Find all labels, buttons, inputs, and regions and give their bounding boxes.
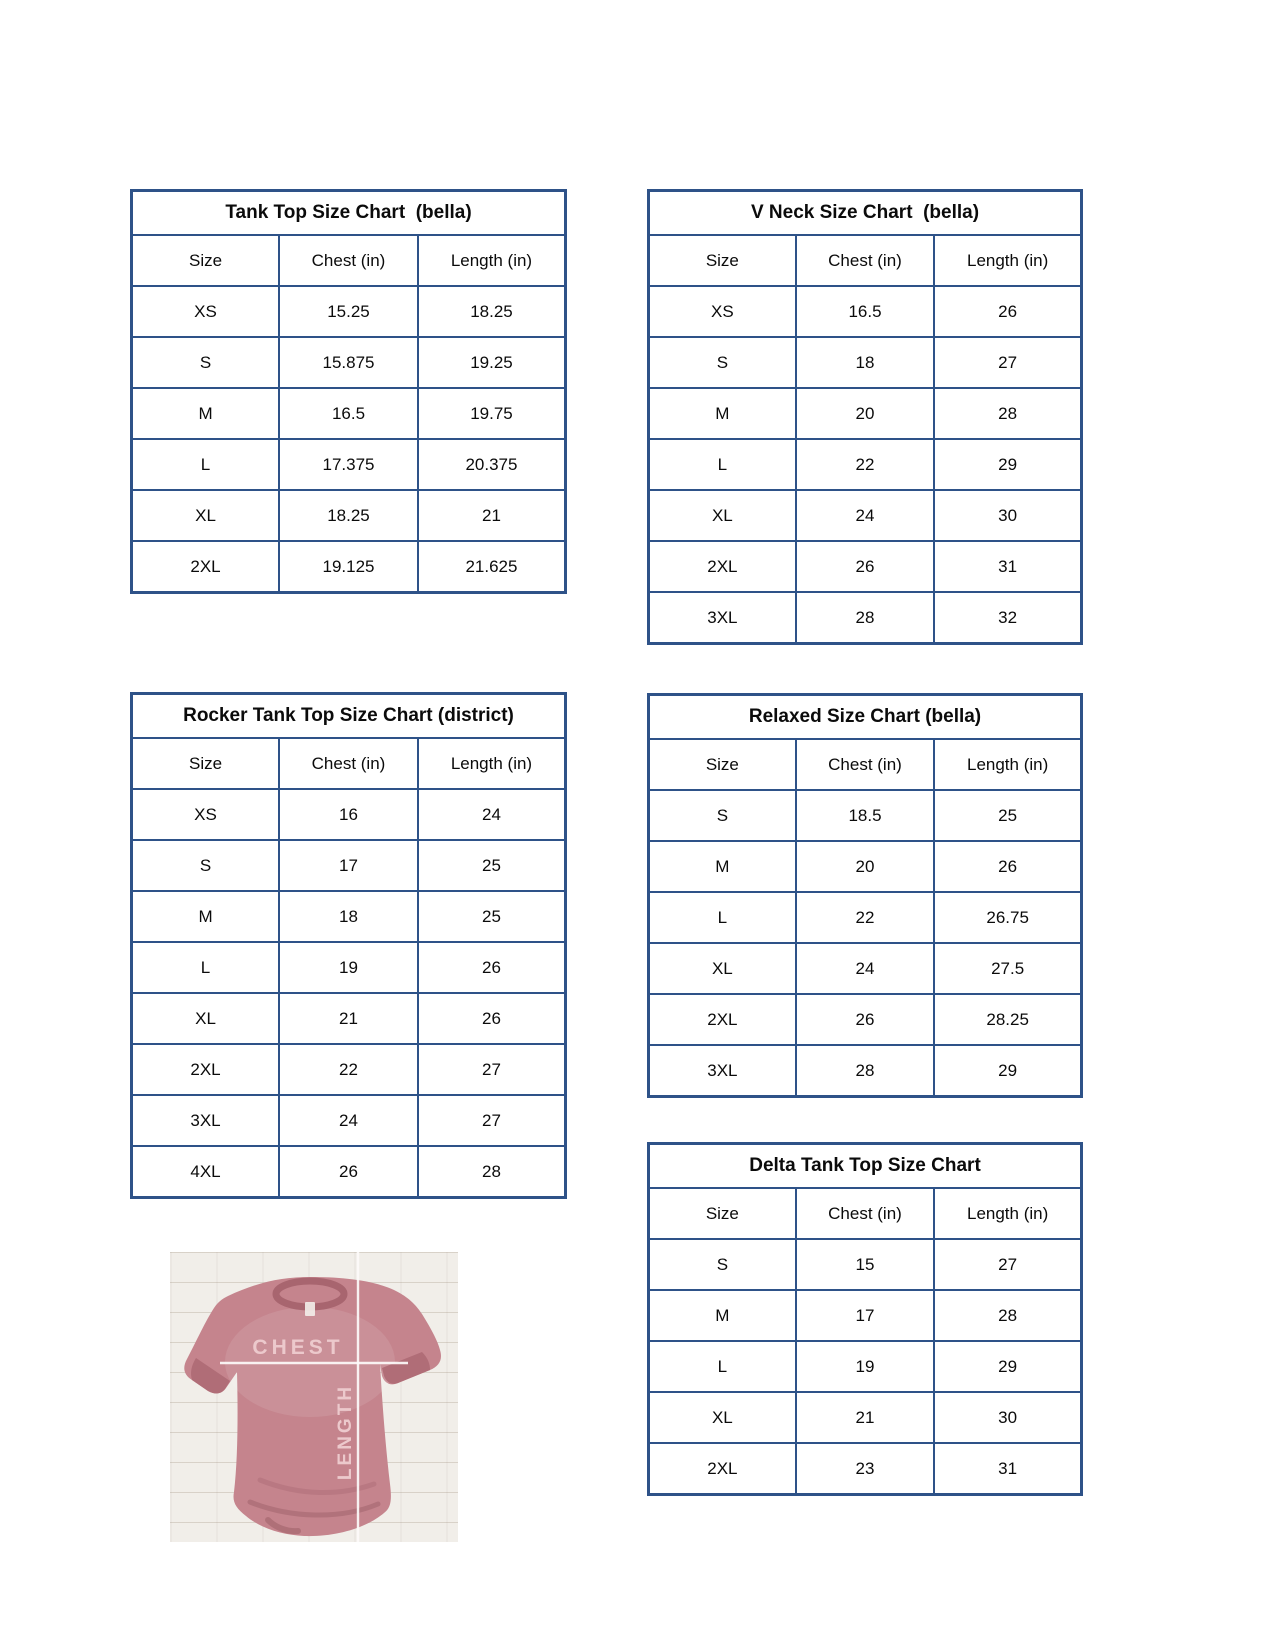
table-row xyxy=(132,541,566,593)
table-row xyxy=(132,942,566,993)
chest-cell: 26 xyxy=(796,994,935,1045)
size-cell: 2XL xyxy=(649,541,796,592)
size-cell: XL xyxy=(649,490,796,541)
chest-cell: 19 xyxy=(279,942,418,993)
chest-cell: 22 xyxy=(796,892,935,943)
size-cell: M xyxy=(649,388,796,439)
rocker-tank-top-size-chart-title: Rocker Tank Top Size Chart (district) xyxy=(132,694,566,739)
size-cell: 3XL xyxy=(649,1045,796,1097)
table-row xyxy=(132,490,566,541)
table-row xyxy=(649,541,1082,592)
table-row xyxy=(132,439,566,490)
length-cell: 28 xyxy=(418,1146,566,1198)
table-row xyxy=(649,286,1082,337)
length-cell: 19.75 xyxy=(418,388,566,439)
column-header: Chest (in) xyxy=(796,739,935,790)
table-title-row xyxy=(132,191,566,236)
chest-cell: 22 xyxy=(279,1044,418,1095)
table-header-row xyxy=(649,1188,1082,1239)
table-row xyxy=(132,840,566,891)
table-row xyxy=(649,592,1082,644)
size-cell: L xyxy=(649,1341,796,1392)
chest-cell: 17.375 xyxy=(279,439,418,490)
length-cell: 29 xyxy=(934,1341,1081,1392)
column-header: Size xyxy=(649,739,796,790)
chest-cell: 21 xyxy=(279,993,418,1044)
size-cell: XL xyxy=(132,490,280,541)
v-neck-size-chart-title: V Neck Size Chart (bella) xyxy=(649,191,1082,236)
table-row xyxy=(649,841,1082,892)
chest-cell: 16.5 xyxy=(279,388,418,439)
size-cell: M xyxy=(649,841,796,892)
chest-cell: 18.5 xyxy=(796,790,935,841)
size-cell: 3XL xyxy=(649,592,796,644)
length-label: LENGTH xyxy=(335,1383,356,1481)
length-cell: 28.25 xyxy=(934,994,1081,1045)
delta-tank-top-size-chart-title: Delta Tank Top Size Chart xyxy=(649,1144,1082,1189)
chest-cell: 17 xyxy=(279,840,418,891)
tshirt-graphic xyxy=(170,1252,458,1542)
table-row xyxy=(649,490,1082,541)
table-header-row xyxy=(132,738,566,789)
table-title-row xyxy=(649,695,1082,740)
size-cell: S xyxy=(132,840,280,891)
size-cell: S xyxy=(649,337,796,388)
chest-cell: 19 xyxy=(796,1341,935,1392)
table-row xyxy=(132,789,566,840)
chest-cell: 24 xyxy=(796,490,935,541)
chest-cell: 26 xyxy=(796,541,935,592)
table-row xyxy=(649,439,1082,490)
table-header-row xyxy=(649,235,1082,286)
length-cell: 27 xyxy=(418,1095,566,1146)
size-cell: L xyxy=(649,892,796,943)
table-row xyxy=(649,1239,1082,1290)
column-header: Chest (in) xyxy=(796,235,935,286)
table-row xyxy=(132,1146,566,1198)
chest-cell: 17 xyxy=(796,1290,935,1341)
column-header: Chest (in) xyxy=(279,738,418,789)
table-row xyxy=(649,1045,1082,1097)
delta-tank-top-size-chart-table xyxy=(647,1142,1083,1496)
table-header-row xyxy=(132,235,566,286)
table-row xyxy=(649,943,1082,994)
size-cell: M xyxy=(649,1290,796,1341)
table-row xyxy=(649,994,1082,1045)
table-row xyxy=(132,1044,566,1095)
size-cell: S xyxy=(132,337,280,388)
length-cell: 20.375 xyxy=(418,439,566,490)
length-cell: 26 xyxy=(934,841,1081,892)
chest-cell: 19.125 xyxy=(279,541,418,593)
table-row xyxy=(132,891,566,942)
length-cell: 19.25 xyxy=(418,337,566,388)
size-cell: L xyxy=(132,942,280,993)
tank-top-size-chart-table xyxy=(130,189,567,594)
length-cell: 27 xyxy=(934,337,1081,388)
chest-cell: 16 xyxy=(279,789,418,840)
tank-top-size-chart-title: Tank Top Size Chart (bella) xyxy=(132,191,566,236)
length-cell: 26 xyxy=(934,286,1081,337)
length-cell: 27 xyxy=(934,1239,1081,1290)
chest-cell: 16.5 xyxy=(796,286,935,337)
chest-cell: 18 xyxy=(279,891,418,942)
length-cell: 26.75 xyxy=(934,892,1081,943)
length-cell: 18.25 xyxy=(418,286,566,337)
length-cell: 27 xyxy=(418,1044,566,1095)
chest-cell: 26 xyxy=(279,1146,418,1198)
size-cell: XS xyxy=(649,286,796,337)
size-cell: 4XL xyxy=(132,1146,280,1198)
column-header: Size xyxy=(649,1188,796,1239)
size-cell: 2XL xyxy=(649,1443,796,1495)
size-cell: 3XL xyxy=(132,1095,280,1146)
size-cell: 2XL xyxy=(132,541,280,593)
length-cell: 26 xyxy=(418,993,566,1044)
table-row xyxy=(649,1392,1082,1443)
chest-cell: 24 xyxy=(279,1095,418,1146)
chest-cell: 23 xyxy=(796,1443,935,1495)
column-header: Length (in) xyxy=(934,235,1081,286)
length-cell: 21 xyxy=(418,490,566,541)
table-title-row xyxy=(649,191,1082,236)
table-row xyxy=(649,790,1082,841)
size-cell: 2XL xyxy=(132,1044,280,1095)
table-row xyxy=(649,1443,1082,1495)
chest-label: CHEST xyxy=(252,1336,344,1359)
size-cell: XL xyxy=(132,993,280,1044)
table-row xyxy=(649,1341,1082,1392)
tshirt-photo xyxy=(170,1252,458,1542)
chest-cell: 15 xyxy=(796,1239,935,1290)
chest-cell: 28 xyxy=(796,1045,935,1097)
length-cell: 28 xyxy=(934,388,1081,439)
relaxed-size-chart-table xyxy=(647,693,1083,1098)
size-cell: L xyxy=(649,439,796,490)
table-row xyxy=(132,1095,566,1146)
column-header: Size xyxy=(649,235,796,286)
chest-cell: 18.25 xyxy=(279,490,418,541)
table-row xyxy=(132,286,566,337)
column-header: Length (in) xyxy=(934,739,1081,790)
table-title-row xyxy=(649,1144,1082,1189)
tshirt-shape xyxy=(184,1277,441,1536)
length-cell: 25 xyxy=(418,840,566,891)
size-cell: M xyxy=(132,891,280,942)
chest-cell: 20 xyxy=(796,388,935,439)
size-cell: 2XL xyxy=(649,994,796,1045)
size-cell: XS xyxy=(132,789,280,840)
length-cell: 32 xyxy=(934,592,1081,644)
size-cell: XL xyxy=(649,1392,796,1443)
length-cell: 21.625 xyxy=(418,541,566,593)
length-cell: 24 xyxy=(418,789,566,840)
chest-cell: 20 xyxy=(796,841,935,892)
size-cell: XL xyxy=(649,943,796,994)
table-title-row xyxy=(132,694,566,739)
column-header: Length (in) xyxy=(418,235,566,286)
table-row xyxy=(132,993,566,1044)
size-cell: L xyxy=(132,439,280,490)
length-cell: 30 xyxy=(934,490,1081,541)
column-header: Length (in) xyxy=(934,1188,1081,1239)
length-cell: 25 xyxy=(418,891,566,942)
relaxed-size-chart-title: Relaxed Size Chart (bella) xyxy=(649,695,1082,740)
table-row xyxy=(649,1290,1082,1341)
v-neck-size-chart-table xyxy=(647,189,1083,645)
column-header: Chest (in) xyxy=(279,235,418,286)
chest-cell: 22 xyxy=(796,439,935,490)
length-cell: 26 xyxy=(418,942,566,993)
column-header: Length (in) xyxy=(418,738,566,789)
size-cell: S xyxy=(649,790,796,841)
length-cell: 29 xyxy=(934,1045,1081,1097)
chest-cell: 28 xyxy=(796,592,935,644)
size-cell: XS xyxy=(132,286,280,337)
length-cell: 25 xyxy=(934,790,1081,841)
table-row xyxy=(649,388,1082,439)
size-cell: S xyxy=(649,1239,796,1290)
length-cell: 31 xyxy=(934,541,1081,592)
chest-cell: 24 xyxy=(796,943,935,994)
chest-cell: 18 xyxy=(796,337,935,388)
chest-cell: 21 xyxy=(796,1392,935,1443)
table-row xyxy=(132,337,566,388)
column-header: Size xyxy=(132,738,280,789)
table-row xyxy=(132,388,566,439)
size-cell: M xyxy=(132,388,280,439)
rocker-tank-top-size-chart-table xyxy=(130,692,567,1199)
column-header: Chest (in) xyxy=(796,1188,935,1239)
length-cell: 28 xyxy=(934,1290,1081,1341)
column-header: Size xyxy=(132,235,280,286)
table-header-row xyxy=(649,739,1082,790)
length-cell: 27.5 xyxy=(934,943,1081,994)
chest-cell: 15.875 xyxy=(279,337,418,388)
length-cell: 31 xyxy=(934,1443,1081,1495)
length-cell: 29 xyxy=(934,439,1081,490)
table-row xyxy=(649,337,1082,388)
chest-cell: 15.25 xyxy=(279,286,418,337)
length-cell: 30 xyxy=(934,1392,1081,1443)
table-row xyxy=(649,892,1082,943)
